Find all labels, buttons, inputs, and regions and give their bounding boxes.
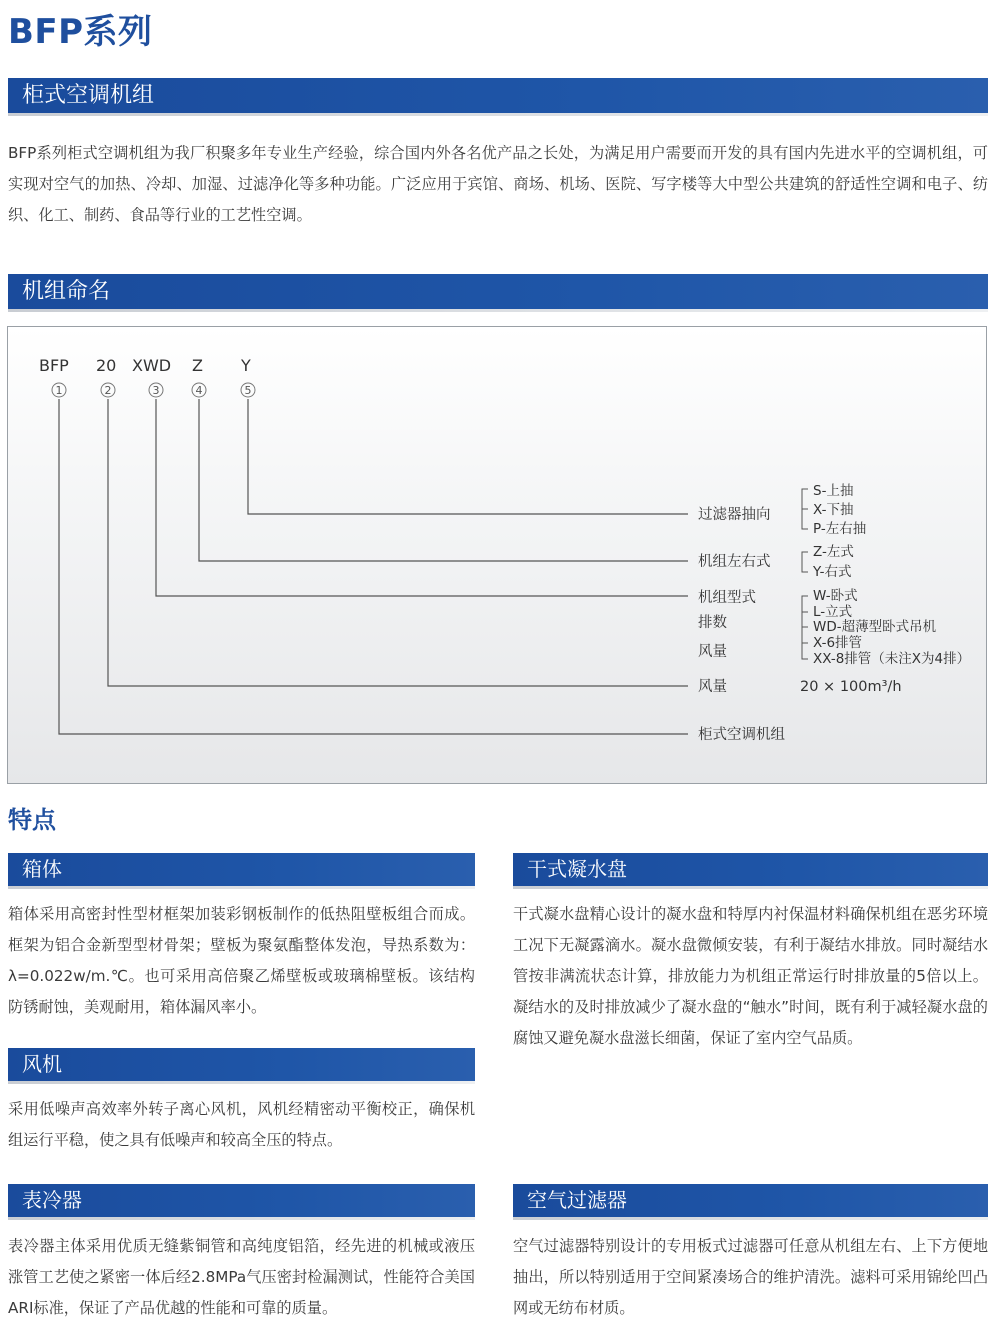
- option-type-wd: WD-超薄型卧式吊机: [813, 619, 937, 635]
- fan-text: 采用低噪声高效率外转子离心风机，风机经精密动平衡校正，确保机组运行平稳，使之具有低噪声和较高全压的特点。: [8, 1100, 475, 1149]
- leader-2: [108, 399, 688, 686]
- code-z: Z: [192, 356, 203, 375]
- option-brackets: [802, 489, 808, 659]
- svg-text:5: 5: [244, 384, 252, 397]
- marker-1: [52, 383, 66, 397]
- marker-4: [192, 383, 206, 397]
- intro-heading-bar: [8, 78, 988, 113]
- coil-heading-bar: [8, 1184, 475, 1217]
- filter-text: 空气过滤器特别设计的专用板式过滤器可任意从机组左右、上下方便地抽出，所以特别适用于空间紧凑场合的维护清洗。滤料可采用锦纶凹凸网或无纺布材质。: [513, 1237, 988, 1317]
- option-type-w: W-卧式: [813, 588, 858, 604]
- drain-heading: 干式凝水盘: [527, 857, 627, 881]
- leader-lines: [59, 399, 688, 734]
- option-type-l: L-立式: [813, 604, 853, 620]
- naming-heading-bar: [8, 274, 988, 309]
- label-airflow: 风量: [698, 679, 727, 695]
- leader-1: [59, 399, 688, 734]
- code-xwd: XWD: [132, 356, 172, 375]
- casing-heading: 箱体: [22, 857, 62, 881]
- marker-5: [241, 383, 255, 397]
- filter-heading-bar: [513, 1184, 988, 1217]
- marker-2: [101, 383, 115, 397]
- airflow-value: 20 × 100m³/h: [800, 679, 902, 695]
- leader-3: [156, 399, 688, 596]
- fan-heading-bar: [8, 1048, 475, 1081]
- label-unit: 柜式空调机组: [698, 727, 785, 743]
- coil-heading: 表冷器: [22, 1188, 82, 1212]
- code-20: 20: [96, 356, 117, 375]
- fan-heading: 风机: [22, 1052, 62, 1076]
- code-y: Y: [241, 356, 251, 375]
- option-filter-x: X-下抽: [813, 502, 854, 518]
- svg-text:3: 3: [152, 384, 160, 397]
- label-side: 机组左右式: [698, 554, 771, 570]
- casing-heading-bar: [8, 853, 475, 886]
- features-heading: 特点: [8, 806, 56, 834]
- svg-text:1: 1: [55, 384, 63, 397]
- intro-heading: 柜式空调机组: [22, 83, 155, 108]
- option-side-z: Z-左式: [813, 544, 854, 560]
- label-airflow-sub: 风量: [698, 644, 727, 660]
- label-type: 机组型式: [698, 590, 756, 606]
- intro-text: BFP系列柜式空调机组为我厂积聚多年专业生产经验，综合国内外各名优产品之长处，为满足用户需要而开发的具有国内先进水平的空调机组，可实现对空气的加热、冷却、加湿、过滤净化等多种功能。广泛应用于宾馆、商场、机场、医院、写字楼等大中型公共建筑的舒适性空调和电子、纺织、化工、制药、食品等行业的工艺性空调。: [8, 144, 988, 224]
- drain-text: 干式凝水盘精心设计的凝水盘和特厚内衬保温材料确保机组在恶劣环境工况下无凝露滴水。凝水盘微倾安装，有利于凝结水排放。同时凝结水管按非满流状态计算，排放能力为机组正常运行时排放量的5倍以上。凝结水的及时排放减少了凝水盘的“触水”时间，既有利于减轻凝水盘的腐蚀又避免凝水盘滋长细菌，保证了室内空气品质。: [513, 905, 988, 1047]
- coil-text: 表冷器主体采用优质无缝紫铜管和高纯度铝箔，经先进的机械或液压涨管工艺使之紧密一体后经2.8MPa气压密封检漏测试，性能符合美国ARI标准，保证了产品优越的性能和可靠的质量。: [8, 1237, 475, 1317]
- label-rows: 排数: [698, 615, 727, 631]
- option-rows-xx: XX-8排管（未注X为4排）: [813, 651, 971, 667]
- option-rows-x: X-6排管: [813, 635, 863, 651]
- filter-heading: 空气过滤器: [527, 1188, 627, 1212]
- option-side-y: Y-右式: [813, 564, 852, 580]
- code-bfp: BFP: [39, 356, 69, 375]
- naming-heading: 机组命名: [22, 279, 111, 304]
- drain-heading-bar: [513, 853, 988, 886]
- casing-text: 箱体采用高密封性型材框架加装彩钢板制作的低热阻壁板组合而成。框架为铝合金新型型材骨架；壁板为聚氨酯整体发泡，导热系数为：λ=0.022w/m.℃。也可采用高倍聚乙烯壁板或玻璃棉壁板。该结构防锈耐蚀，美观耐用，箱体漏风率小。: [8, 905, 475, 1016]
- marker-3: [149, 383, 163, 397]
- leader-4: [199, 399, 688, 561]
- page-title: BFP系列: [8, 12, 153, 52]
- option-filter-s: S-上抽: [813, 483, 854, 499]
- svg-text:2: 2: [104, 384, 112, 397]
- naming-diagram: [7, 326, 987, 784]
- svg-text:4: 4: [195, 384, 203, 397]
- option-filter-p: P-左右抽: [813, 521, 867, 537]
- leader-5: [248, 399, 688, 514]
- label-filter-direction: 过滤器抽向: [698, 507, 771, 523]
